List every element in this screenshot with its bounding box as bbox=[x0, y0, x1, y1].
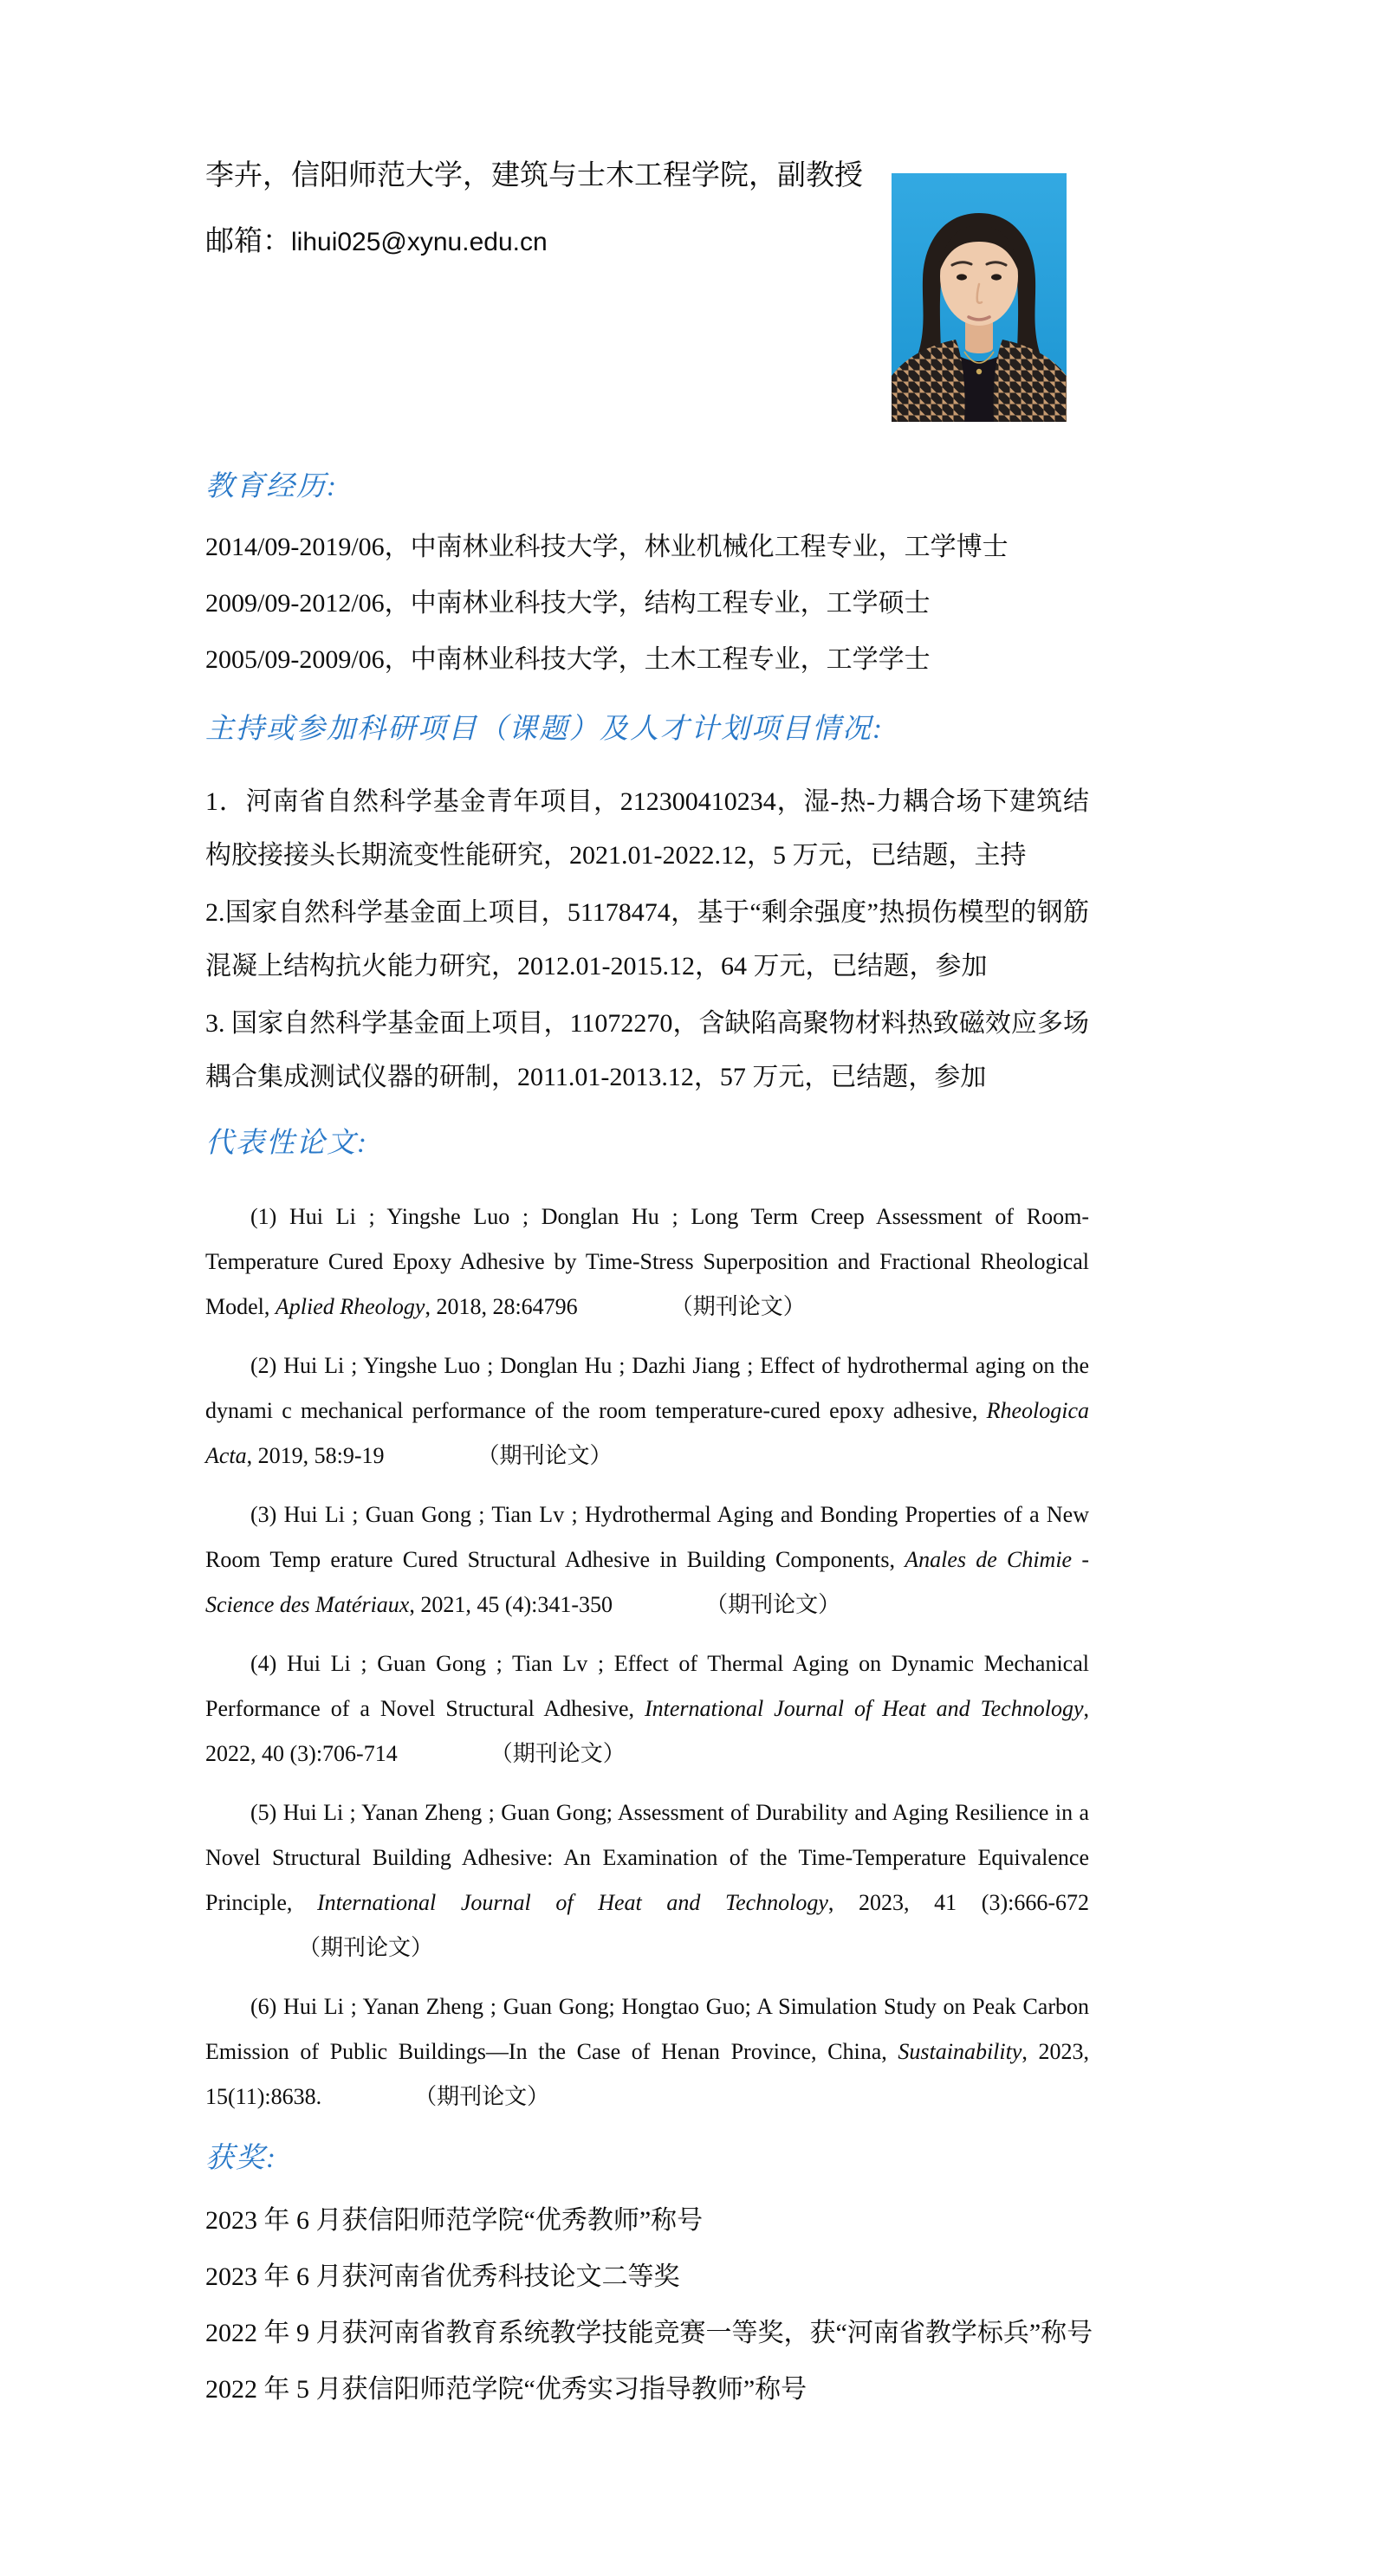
paper-text: , 2021, 45 (4):341-350 bbox=[409, 1592, 613, 1617]
paper-text: (6) Hui Li ; Yanan Zheng ; Guan Gong; Hongtao Guo; A Simulation Study on Peak Carbon Emission of Public Buildings—In the Case of Henan Province, China, bbox=[205, 1994, 1089, 2064]
paper-text: (2) Hui Li ; Yingshe Luo ; Donglan Hu ; Dazhi Jiang ; Effect of hydrothermal aging on the dynami c mechanical performance of the room temperature-cured epoxy adhesive, bbox=[205, 1353, 1089, 1423]
section-heading-projects: 主持或参加科研项目（课题）及人才计划项目情况: bbox=[205, 714, 884, 745]
paper-journal: International Journal of Heat and Technology bbox=[645, 1696, 1084, 1721]
education-item: 2009/09-2012/06，中南林业科技大学，结构工程专业，工学硕士 bbox=[205, 589, 931, 618]
section-heading-papers: 代表性论文: bbox=[205, 1128, 368, 1159]
award-item: 2023 年 6 月获河南省优秀科技论文二等奖 bbox=[205, 2262, 680, 2291]
section-heading-awards: 获奖: bbox=[205, 2143, 277, 2174]
paper-item bbox=[205, 1984, 1089, 2120]
paper-journal: Rheologica Acta bbox=[205, 1398, 1089, 1468]
paper-text: (5) Hui Li ; Yanan Zheng ; Guan Gong; Assessment of Durability and Aging Resilience in a Novel Structural Building Adhesive: An Examination of the Time-Temperature Equivalence Principle, bbox=[205, 1800, 1089, 1915]
paper-journal: Anales de Chimie - Science des Matériaux bbox=[205, 1547, 1089, 1617]
paper-text: , 2022, 40 (3):706-714 bbox=[205, 1696, 1089, 1766]
education-item: 2014/09-2019/06，中南林业科技大学，林业机械化工程专业，工学博士 bbox=[205, 533, 1009, 561]
paper-journal: International Journal of Heat and Technology bbox=[317, 1890, 828, 1915]
email-address: lihui025@xynu.edu.cn bbox=[291, 228, 548, 256]
paper-text: , 2019, 58:9-19 bbox=[246, 1443, 385, 1468]
paper-type-tag: （期刊论文） bbox=[670, 1294, 806, 1319]
education-item: 2005/09-2009/06，中南林业科技大学，土木工程专业，工学学士 bbox=[205, 645, 931, 674]
paper-type-tag: （期刊论文） bbox=[477, 1443, 613, 1468]
paper-text: , 2023, 15(11):8638. bbox=[205, 2039, 1090, 2109]
paper-item bbox=[205, 1790, 1089, 1971]
paper-journal: Sustainability bbox=[898, 2039, 1022, 2064]
award-item: 2022 年 9 月获河南省教育系统教学技能竞赛一等奖，获“河南省教学标兵”称号 bbox=[205, 2319, 1093, 2347]
paper-text: (1) Hui Li ; Yingshe Luo ; Donglan Hu ; Long Term Creep Assessment of Room-Temperature Cured Epoxy Adhesive by Time-Stress Superposition and Fractional Rheological Model, bbox=[205, 1204, 1089, 1319]
project-item: 1．河南省自然科学基金青年项目，212300410234，湿-热-力耦合场下建筑结构胶接接头长期流变性能研究，2021.01-2022.12，5 万元，已结题，主持 bbox=[205, 787, 1089, 870]
paper-type-tag: （期刊论文） bbox=[705, 1592, 841, 1617]
portrait-photo bbox=[892, 173, 1067, 422]
paper-text: , 2023, 41 (3):666-672 bbox=[827, 1890, 1090, 1915]
paper-text: (3) Hui Li ; Guan Gong ; Tian Lv ; Hydrothermal Aging and Bonding Properties of a New Room Temp erature Cured Structural Adhesive in Building Components, bbox=[205, 1502, 1089, 1572]
paper-item bbox=[205, 1194, 1089, 1330]
paper-type-tag: （期刊论文） bbox=[414, 2084, 550, 2109]
paper-item bbox=[205, 1343, 1089, 1479]
paper-item bbox=[205, 1492, 1089, 1628]
award-item: 2022 年 5 月获信阳师范学院“优秀实习指导教师”称号 bbox=[205, 2375, 807, 2404]
section-heading-education: 教育经历: bbox=[205, 471, 338, 502]
paper-text: (4) Hui Li ; Guan Gong ; Tian Lv ; Effect of Thermal Aging on Dynamic Mechanical Performance of a Novel Structural Adhesive, bbox=[205, 1651, 1089, 1721]
project-item: 3. 国家自然科学基金面上项目，11072270，含缺陷高聚物材料热致磁效应多场耦合集成测试仪器的研制，2011.01-2013.12，57 万元，已结题，参加 bbox=[205, 1009, 1089, 1091]
paper-text: , 2018, 28:64796 bbox=[425, 1294, 578, 1319]
project-item: 2.国家自然科学基金面上项目，51178474，基于“剩余强度”热损伤模型的钢筋混凝上结构抗火能力研究，2012.01-2015.12，64 万元，已结题，参加 bbox=[205, 898, 1089, 981]
paper-journal: Aplied Rheology bbox=[275, 1294, 425, 1319]
paper-type-tag: （期刊论文） bbox=[298, 1935, 434, 1960]
paper-item bbox=[205, 1641, 1089, 1777]
paper-type-tag: （期刊论文） bbox=[490, 1741, 626, 1766]
header-name-line: 李卉，信阳师范大学，建筑与士木工程学院，副教授 bbox=[205, 160, 863, 191]
email-label: 邮箱： bbox=[205, 226, 291, 257]
award-item: 2023 年 6 月获信阳师范学院“优秀教师”称号 bbox=[205, 2206, 704, 2235]
